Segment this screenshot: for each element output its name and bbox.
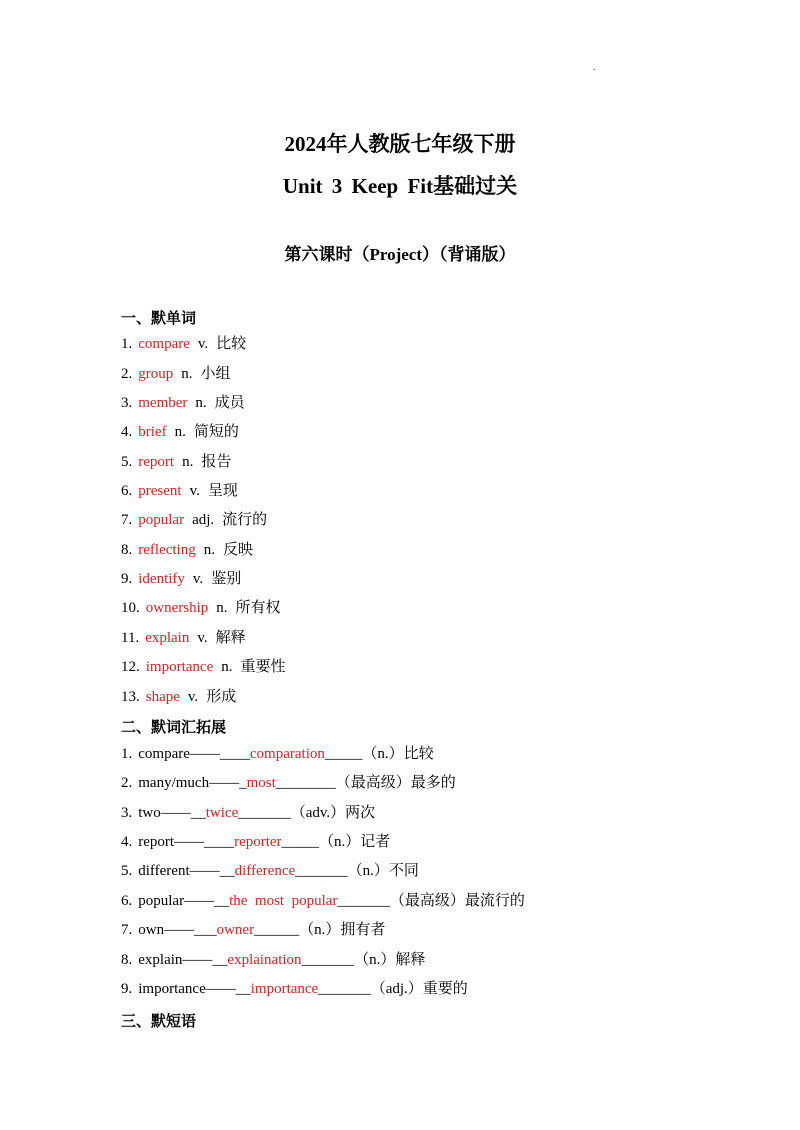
base-word: many/much——	[138, 775, 240, 791]
vocab-meaning: 简短的	[193, 424, 239, 440]
item-number: 5.	[121, 454, 133, 470]
vocab-meaning: 呈现	[207, 483, 238, 499]
item-number: 10.	[121, 600, 140, 616]
item-number: 2.	[121, 366, 133, 382]
blank-tail: ______	[254, 922, 300, 938]
blank-lead: ___	[194, 922, 217, 938]
base-word: two——	[138, 805, 191, 821]
item-number: 2.	[121, 775, 133, 791]
answer-word: reporter	[234, 834, 282, 850]
vocab-word: shape	[145, 689, 180, 705]
answer-word: difference	[234, 863, 296, 879]
answer-word: explaination	[227, 952, 302, 968]
blank-tail: _____	[281, 834, 320, 850]
item-number: 8.	[121, 542, 133, 558]
base-word: compare——	[138, 746, 220, 762]
item-number: 6.	[121, 483, 133, 499]
base-word: report——	[138, 834, 205, 850]
vocab-meaning: 解释	[215, 630, 246, 646]
part-of-speech: n.	[221, 659, 233, 675]
blank-lead: __	[190, 805, 206, 821]
vocab-meaning: 报告	[201, 454, 232, 470]
item-number: 7.	[121, 922, 133, 938]
word-note: （n.）比较	[362, 746, 434, 762]
answer-word: importance	[250, 981, 319, 997]
vocab-item	[121, 540, 253, 560]
part-of-speech: v.	[189, 483, 200, 499]
part-of-speech: n.	[182, 454, 194, 470]
word-note: （最高级）最流行的	[389, 893, 525, 909]
lesson-title: 第六课时（Project）（背诵版）	[284, 245, 516, 264]
blank-tail: ________	[275, 775, 336, 791]
item-number: 5.	[121, 863, 133, 879]
part-of-speech: v.	[192, 571, 204, 587]
part-of-speech: n.	[174, 424, 186, 440]
vocab-word: group	[138, 366, 174, 382]
vocab-meaning: 流行的	[222, 512, 268, 528]
vocab-item	[121, 422, 239, 442]
word-note: （n.）解释	[354, 952, 426, 968]
vocab-meaning: 反映	[222, 542, 253, 558]
vocab-word: present	[138, 483, 182, 499]
blank-tail: _______	[295, 863, 348, 879]
base-word: importance——	[138, 981, 236, 997]
blank-lead: ____	[204, 834, 235, 850]
vocab-word: compare	[138, 336, 190, 352]
vocab-item	[121, 452, 231, 472]
item-number: 11.	[121, 630, 140, 646]
vocab-word: identify	[138, 571, 185, 587]
expansion-item	[121, 979, 468, 999]
part-of-speech: v.	[187, 689, 199, 705]
item-number: 7.	[121, 512, 133, 528]
item-number: 4.	[121, 834, 133, 850]
blank-lead: __	[212, 952, 228, 968]
expansion-item	[121, 803, 375, 823]
vocab-item	[121, 598, 281, 618]
blank-lead: __	[214, 893, 230, 909]
item-number: 13.	[121, 689, 140, 705]
part-of-speech: n.	[181, 366, 193, 382]
vocab-word: ownership	[145, 600, 209, 616]
item-number: 9.	[121, 571, 133, 587]
word-note: （n.）记者	[319, 834, 391, 850]
corner-dot-mark: .	[593, 62, 596, 73]
part-of-speech: n.	[195, 395, 207, 411]
document-subtitle: Unit 3 Keep Fit基础过关	[282, 174, 518, 198]
base-word: explain——	[138, 952, 213, 968]
answer-word: the most popular	[229, 893, 338, 909]
expansion-item	[121, 920, 385, 940]
item-number: 12.	[121, 659, 140, 675]
expansion-item	[121, 891, 525, 911]
item-number: 1.	[121, 336, 133, 352]
blank-tail: _______	[337, 893, 390, 909]
vocab-meaning: 形成	[206, 689, 237, 705]
vocab-item	[121, 393, 245, 413]
part-of-speech: v.	[197, 630, 208, 646]
part-of-speech: adj.	[192, 512, 215, 528]
document-title: 2024年人教版七年级下册	[284, 132, 516, 156]
vocab-meaning: 比较	[216, 336, 247, 352]
vocab-item	[121, 334, 246, 354]
vocab-word: member	[138, 395, 188, 411]
word-note: （最高级）最多的	[335, 775, 456, 791]
word-note: （n.）拥有者	[299, 922, 386, 938]
answer-word: comparation	[249, 746, 325, 762]
expansion-item	[121, 950, 425, 970]
item-number: 3.	[121, 395, 133, 411]
item-number: 4.	[121, 424, 133, 440]
blank-lead: __	[235, 981, 251, 997]
vocab-item	[121, 687, 236, 707]
vocab-word: explain	[145, 630, 190, 646]
blank-tail: _______	[238, 805, 291, 821]
vocab-meaning: 重要性	[240, 659, 286, 675]
vocab-item	[121, 364, 231, 384]
part-of-speech: n.	[203, 542, 215, 558]
base-word: own——	[138, 922, 195, 938]
blank-tail: _______	[318, 981, 371, 997]
answer-word: most	[246, 775, 276, 791]
vocab-word: importance	[145, 659, 214, 675]
vocab-item	[121, 481, 238, 501]
blank-lead: ____	[219, 746, 250, 762]
base-word: different——	[138, 863, 220, 879]
vocab-word: brief	[138, 424, 167, 440]
vocab-meaning: 鉴别	[211, 571, 242, 587]
vocab-meaning: 小组	[200, 366, 231, 382]
base-word: popular——	[138, 893, 215, 909]
vocab-item	[121, 657, 286, 677]
item-number: 9.	[121, 981, 133, 997]
item-number: 1.	[121, 746, 133, 762]
expansion-item	[121, 744, 434, 764]
vocab-word: popular	[138, 512, 185, 528]
item-number: 6.	[121, 893, 133, 909]
blank-lead: __	[219, 863, 235, 879]
blank-lead: _	[239, 775, 247, 791]
section-heading-phrases: 三、默短语	[121, 1014, 197, 1030]
answer-word: twice	[205, 805, 239, 821]
expansion-item	[121, 861, 419, 881]
vocab-meaning: 所有权	[235, 600, 281, 616]
vocab-item	[121, 628, 246, 648]
item-number: 8.	[121, 952, 133, 968]
expansion-item	[121, 832, 390, 852]
blank-tail: _____	[324, 746, 363, 762]
word-note: （adv.）两次	[290, 805, 376, 821]
vocab-word: reflecting	[138, 542, 196, 558]
vocab-item	[121, 569, 241, 589]
expansion-item	[121, 773, 456, 793]
vocab-item	[121, 510, 267, 530]
blank-tail: _______	[301, 952, 355, 968]
word-note: （adj.）重要的	[370, 981, 468, 997]
section-heading-vocabulary: 一、默单词	[121, 311, 197, 327]
item-number: 3.	[121, 805, 133, 821]
part-of-speech: v.	[197, 336, 209, 352]
vocab-meaning: 成员	[214, 395, 245, 411]
word-note: （n.）不同	[347, 863, 419, 879]
part-of-speech: n.	[216, 600, 228, 616]
section-heading-word-expansion: 二、默词汇拓展	[121, 720, 227, 736]
answer-word: owner	[216, 922, 255, 938]
vocab-word: report	[138, 454, 175, 470]
